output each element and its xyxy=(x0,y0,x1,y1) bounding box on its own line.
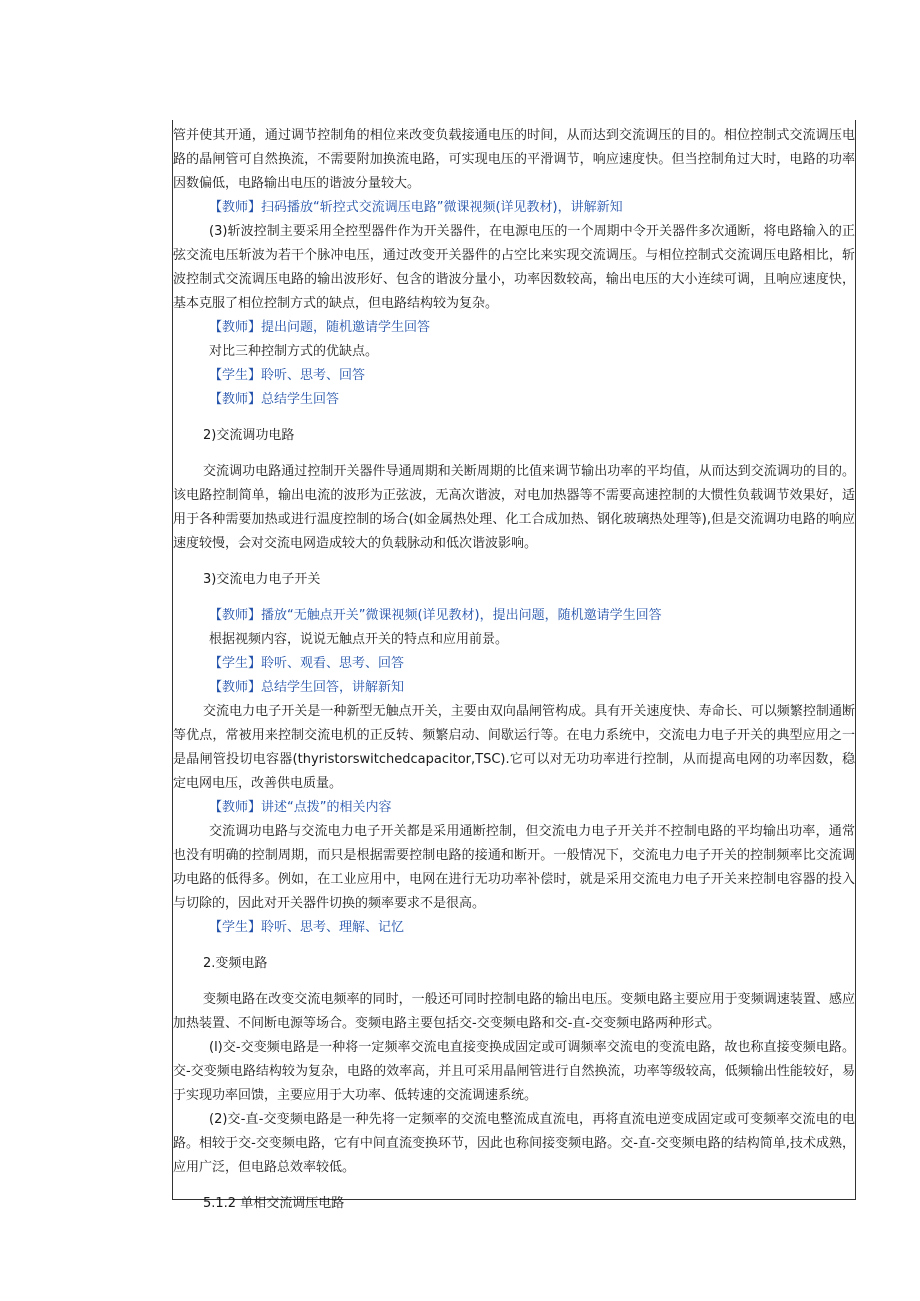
section-heading-frequency-conversion: 2.变频电路 xyxy=(203,956,268,971)
student-note-answer: 【学生】聆听、思考、回答 xyxy=(209,368,366,383)
section-heading-single-phase: 5.1.2 单相交流调压电路 xyxy=(203,1196,345,1211)
section-heading-electronic-switch: 3)交流电力电子开关 xyxy=(203,572,321,587)
teacher-note-summary: 【教师】总结学生回答 xyxy=(209,392,340,407)
teacher-note-tips: 【教师】讲述“点拨”的相关内容 xyxy=(209,800,392,815)
teacher-note-video-chopper: 【教师】扫码播放“斩控式交流调压电路”微课视频(详见教材)，讲解新知 xyxy=(209,200,623,215)
paragraph-ac-ac-converter: (l)交-交变频电路是一种将一定频率交流电直接变换成固定或可调频率交流电的变流电路，故也称直接变频电路。交-交变频电路结构较为复杂，电路的效率高，并且可采用晶闸管进行自然换流，功率等级较高，低频输出性能较好，易于实现功率回馈，主要应用于大功率、低转速的交流调速系统。 xyxy=(173,1040,855,1103)
teacher-note-video-switch: 【教师】播放“无触点开关”微课视频(详见教材)，提出问题，随机邀请学生回答 xyxy=(209,608,662,623)
paragraph-chopper-control: (3)斩波控制主要采用全控型器件作为开关器件，在电源电压的一个周期中令开关器件多次通断，将电路输入的正弦交流电压斩波为若干个脉冲电压，通过改变开关器件的占空比来实现交流调压。与相位控制式交流调压电路相比，斩波控制式交流调压电路的输出波形好、包含的谐波分量小，功率因数较高，输出电压的大小连续可调，且响应速度快，基本克服了相位控制方式的缺点，但电路结构较为复杂。 xyxy=(173,224,855,311)
paragraph-electronic-switch: 交流电力电子开关是一种新型无触点开关，主要由双向晶闸管构成。具有开关速度快、寿命长、可以频繁控制通断等优点，常被用来控制交流电机的正反转、频繁启动、间歇运行等。在电力系统中，交流电力电子开关的典型应用之一是晶闸管投切电容器(thyristorswitchedcapacitor,TSC).它可以对无功功率进行控制，从而提高电网的功率因数，稳定电网电压，改善供电质量。 xyxy=(173,704,855,791)
paragraph-power-regulation: 交流调功电路通过控制开关器件导通周期和关断周期的比值来调节输出功率的平均值，从而达到交流调功的目的。该电路控制简单，输出电流的波形为正弦波，无高次谐波，对电加热器等不需要高速控制的大惯性负载调节效果好，适用于各种需要加热或进行温度控制的场合(如金属热处理、化工合成加热、钢化玻璃热处理等),但是交流调功电路的响应速度较慢，会对交流电网造成较大的负载脉动和低次谐波影响。 xyxy=(173,464,855,551)
student-note-watch: 【学生】聆听、观看、思考、回答 xyxy=(209,656,405,671)
teacher-note-question: 【教师】提出问题，随机邀请学生回答 xyxy=(209,320,431,335)
task-compare-methods: 对比三种控制方式的优缺点。 xyxy=(209,344,379,359)
task-switch-features: 根据视频内容，说说无触点开关的特点和应用前景。 xyxy=(209,632,509,647)
section-heading-power-regulation: 2)交流调功电路 xyxy=(203,428,295,443)
document-body xyxy=(173,124,855,1216)
paragraph-phase-control: 管并使其开通，通过调节控制角的相位来改变负载接通电压的时间，从而达到交流调压的目的。相位控制式交流调压电路的晶闸管可自然换流，不需要附加换流电路，可实现电压的平滑调节，响应速度快。但当控制角过大时，电路的功率因数偏低，电路输出电压的谐波分量较大。 xyxy=(173,128,855,191)
paragraph-comparison: 交流调功电路与交流电力电子开关都是采用通断控制，但交流电力电子开关并不控制电路的平均输出功率，通常也没有明确的控制周期，而只是根据需要控制电路的接通和断开。一般情况下，交流电力电子开关的控制频率比交流调功电路的低得多。例如，在工业应用中，电网在进行无功功率补偿时，就是采用交流电力电子开关来控制电容器的投入与切除的，因此对开关器件切换的频率要求不是很高。 xyxy=(173,824,855,911)
teacher-note-explain: 【教师】总结学生回答，讲解新知 xyxy=(209,680,405,695)
paragraph-frequency-conversion: 变频电路在改变交流电频率的同时，一般还可同时控制电路的输出电压。变频电路主要应用于变频调速装置、感应加热装置、不间断电源等场合。变频电路主要包括交-交变频电路和交-直-交变频电路两种形式。 xyxy=(173,992,855,1031)
paragraph-ac-dc-ac-converter: (2)交-直-交变频电路是一种先将一定频率的交流电整流成直流电，再将直流电逆变成固定或可变频率交流电的电路。相较于交-交变频电路，它有中间直流变换环节，因此也称间接变频电路。交-直-交变频电路的结构简单,技术成熟，应用广泛，但电路总效率较低。 xyxy=(173,1112,855,1175)
student-note-memorize: 【学生】聆听、思考、理解、记忆 xyxy=(209,920,405,935)
